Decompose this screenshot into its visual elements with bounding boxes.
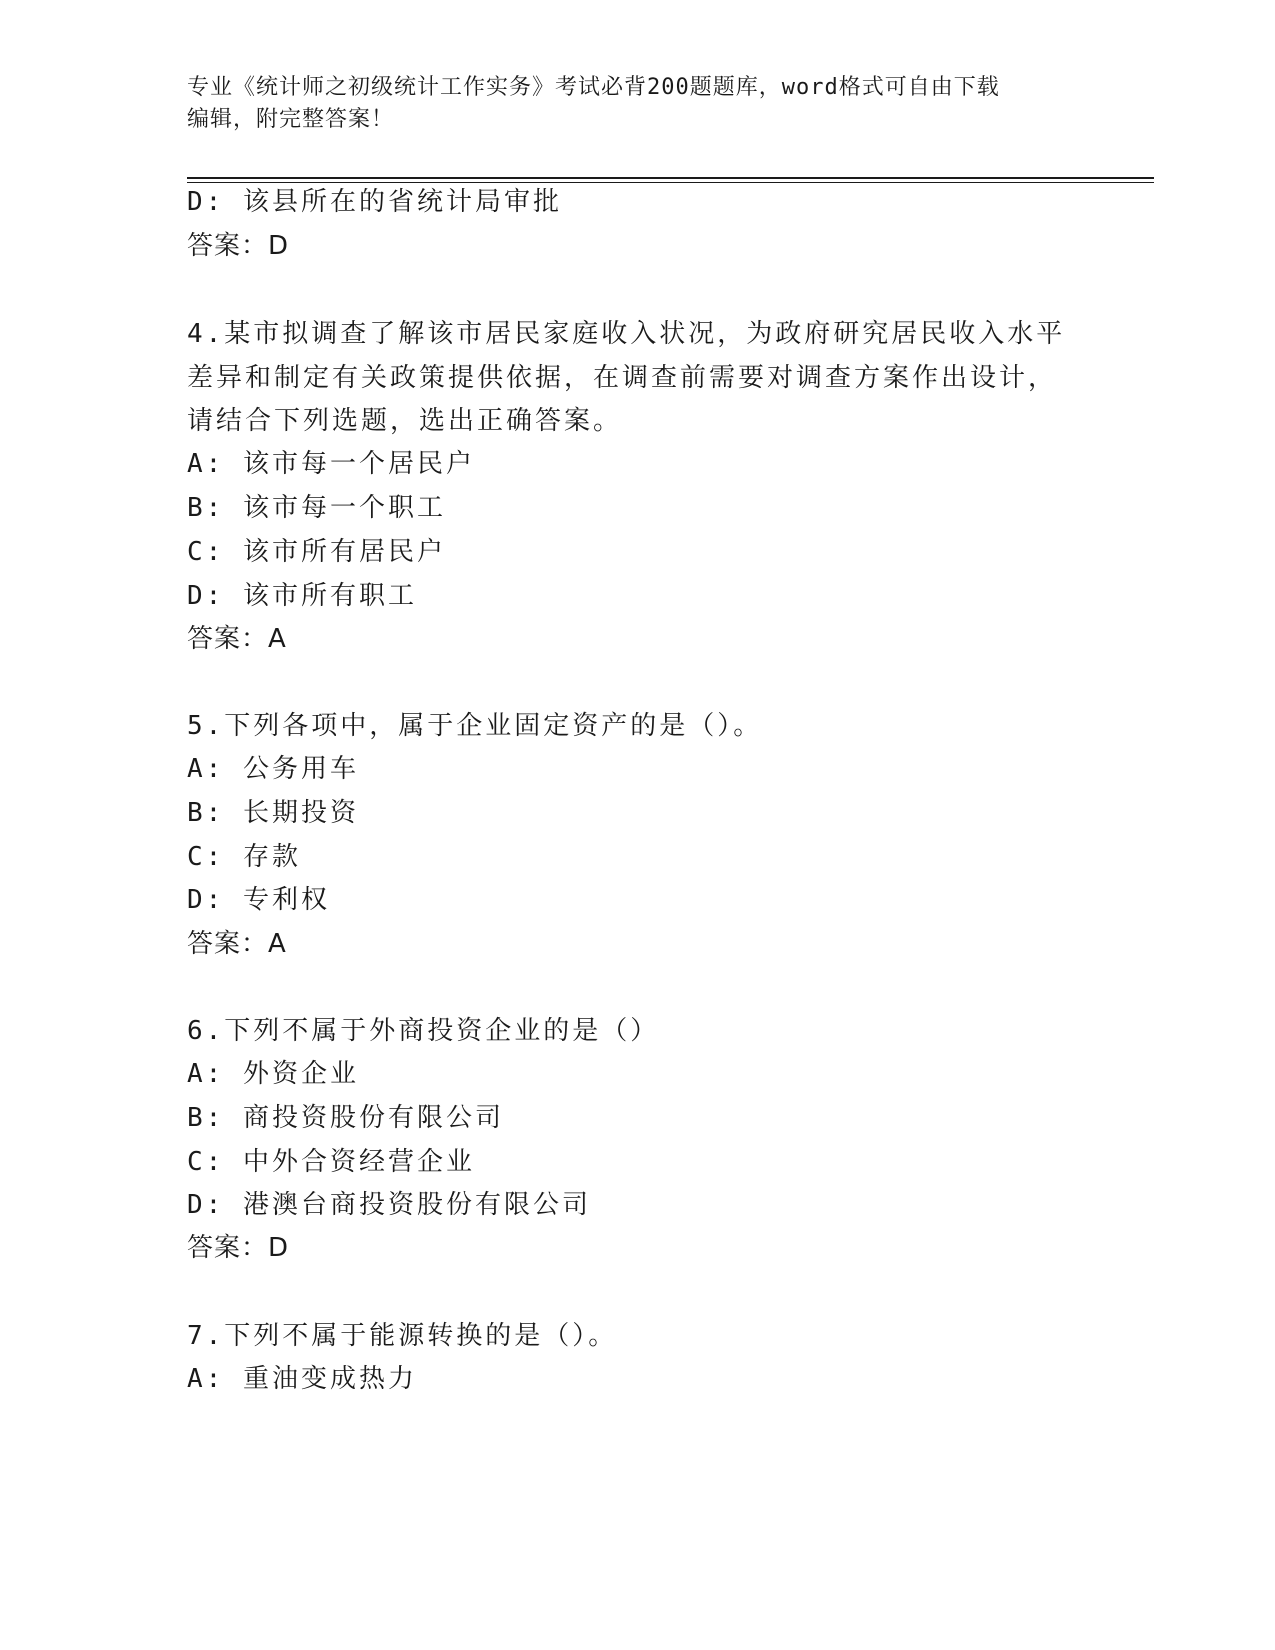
q4-answer: 答案：A bbox=[187, 624, 287, 654]
q7-option-a: A: 重油变成热力 bbox=[187, 1364, 417, 1394]
q6-option-c: C: 中外合资经营企业 bbox=[187, 1147, 475, 1177]
q4-stem-line-3: 请结合下列选题，选出正确答案。 bbox=[187, 406, 623, 436]
header-rule-thick bbox=[187, 177, 1154, 179]
q6-option-a: A: 外资企业 bbox=[187, 1059, 359, 1089]
q6-stem: 6.下列不属于外商投资企业的是（） bbox=[187, 1016, 660, 1046]
q6-option-d: D: 港澳台商投资股份有限公司 bbox=[187, 1190, 591, 1220]
q4-stem-line-2: 差异和制定有关政策提供依据，在调查前需要对调查方案作出设计， bbox=[187, 363, 1058, 393]
q4-stem-line-1: 4.某市拟调查了解该市居民家庭收入状况，为政府研究居民收入水平 bbox=[187, 319, 1066, 349]
q5-stem: 5.下列各项中，属于企业固定资产的是（）。 bbox=[187, 711, 763, 741]
q5-option-c: C: 存款 bbox=[187, 842, 301, 872]
q5-answer: 答案：A bbox=[187, 929, 287, 959]
q4-option-b: B: 该市每一个职工 bbox=[187, 493, 446, 523]
q7-stem: 7.下列不属于能源转换的是（）。 bbox=[187, 1321, 618, 1351]
header-line-2: 编辑，附完整答案！ bbox=[187, 107, 395, 132]
header-line-1: 专业《统计师之初级统计工作实务》考试必背200题题库，word格式可自由下载 bbox=[187, 75, 1000, 100]
q5-option-b: B: 长期投资 bbox=[187, 798, 359, 828]
q3-option-d: D: 该县所在的省统计局审批 bbox=[187, 187, 562, 217]
document-header bbox=[187, 72, 1087, 136]
q4-option-a: A: 该市每一个居民户 bbox=[187, 449, 475, 479]
q5-option-d: D: 专利权 bbox=[187, 885, 330, 915]
q6-answer: 答案：D bbox=[187, 1233, 290, 1263]
q6-option-b: B: 商投资股份有限公司 bbox=[187, 1103, 504, 1133]
q3-answer: 答案：D bbox=[187, 231, 290, 261]
q4-option-c: C: 该市所有居民户 bbox=[187, 537, 446, 567]
q5-option-a: A: 公务用车 bbox=[187, 754, 359, 784]
header-rule-thin bbox=[187, 182, 1154, 183]
q4-option-d: D: 该市所有职工 bbox=[187, 581, 417, 611]
